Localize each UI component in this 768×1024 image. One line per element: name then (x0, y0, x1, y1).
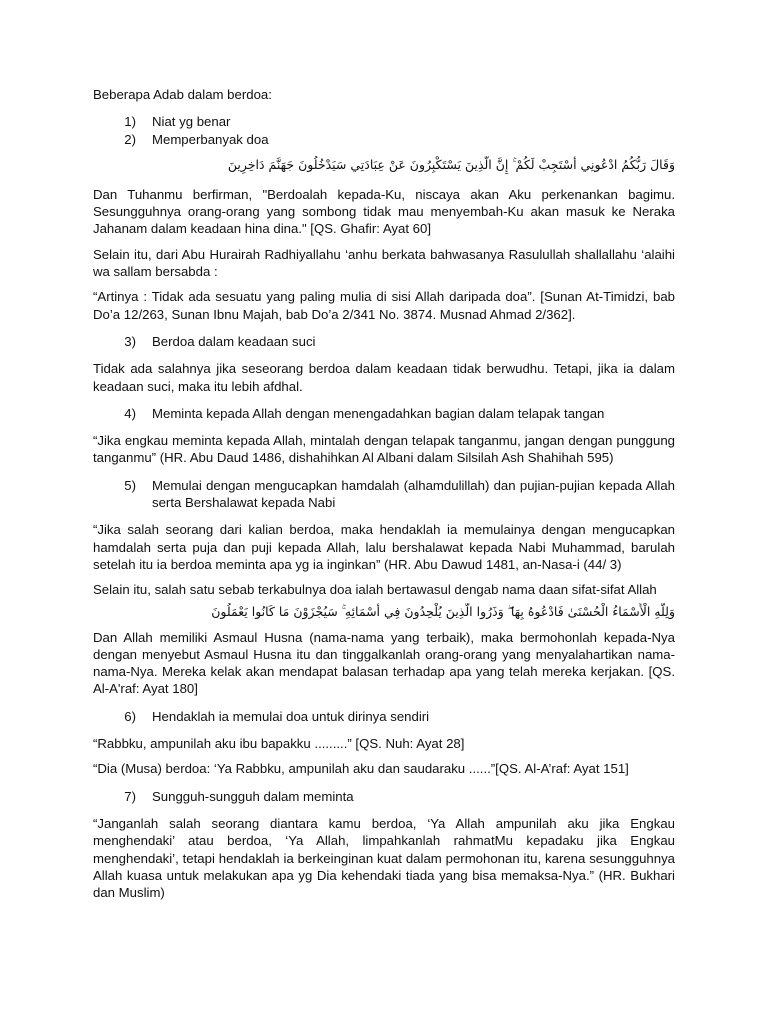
document-page (93, 86, 675, 901)
paragraph: Tidak ada salahnya jika seseorang berdoa dalam keadaan tidak berwudhu. Tetapi, jika ia dalam keadaan suci, maka itu lebih afdhal. (93, 361, 675, 394)
list-text: Meminta kepada Allah dengan menengadahkan bagian dalam telapak tangan (152, 405, 605, 421)
arabic-verse: وَقَالَ رَبُّكُمُ ادْعُونِي أَسْتَجِبْ لَكُمْ ۚ إِنَّ الَّذِينَ يَسْتَكْبِرُونَ عَنْ عِبَادَتِي سَيَدْخُلُونَ جَهَنَّمَ دَاخِرِينَ (227, 156, 675, 172)
list-number: 4) (124, 405, 136, 421)
list-number: 1) (124, 114, 136, 130)
list-text: Sungguh-sungguh dalam meminta (152, 788, 354, 804)
paragraph: Selain itu, salah satu sebab terkabulnya doa ialah bertawasul dengab nama daan sifat-sifat Allah (93, 582, 657, 598)
list-item (93, 405, 675, 422)
list-item (93, 788, 675, 805)
paragraph: “Dia (Musa) berdoa: ‘Ya Rabbku, ampunilah aku dan saudaraku ......”[QS. Al-A’raf: Ayat 151] (93, 761, 629, 777)
list-item (93, 113, 675, 130)
list-item (93, 131, 675, 148)
paragraph: Selain itu, dari Abu Hurairah Radhiyallahu ‘anhu berkata bahwasanya Rasulullah shallallahu ‘alaihi wa sallam bersabda : (93, 246, 675, 280)
document-title: Beberapa Adab dalam berdoa: (93, 87, 272, 102)
list-text: Memperbanyak doa (152, 131, 269, 147)
paragraph: “Jika engkau meminta kepada Allah, mintalah dengan telapak tanganmu, jangan dengan punggung tanganmu” (HR. Abu Daud 1486, dishahihkan Al Albani dalam Silsilah Ash Shahihah 595) (93, 433, 675, 466)
list-text: Hendaklah ia memulai doa untuk dirinya sendiri (152, 708, 430, 724)
paragraph: “Rabbku, ampunilah aku ibu bapakku .........” [QS. Nuh: Ayat 28] (93, 736, 465, 752)
paragraph: Dan Allah memiliki Asmaul Husna (nama-nama yang terbaik), maka bermohonlah kepada-Nya dengan menyebut Asmaul Husna itu dan tinggalkanlah orang-orang yang menyalahartikan nama-nama-Nya. Mereka kelak akan mendapat balasan terhadap apa yang telah mereka kerjakan. [QS. Al-A'raf: Ayat 180] (93, 629, 675, 697)
arabic-verse: وَلِلَّهِ الْأَسْمَاءُ الْحُسْنَىٰ فَادْعُوهُ بِهَا ۖ وَذَرُوا الَّذِينَ يُلْحِدُونَ فِي أَسْمَائِهِ ۚ سَيُجْزَوْنَ مَا كَانُوا يَعْمَلُونَ (211, 603, 675, 619)
list-text: Niat yg benar (152, 114, 231, 130)
list-item (93, 708, 675, 725)
list-number: 3) (124, 333, 136, 349)
list-item (93, 477, 675, 512)
list-text: Memulai dengan mengucapkan hamdalah (alhamdulillah) dan pujian-pujian kepada Allah serta Bershalawat kepada Nabi (152, 477, 675, 511)
paragraph: “Jika salah seorang dari kalian berdoa, maka hendaklah ia memulainya dengan mengucapkan hamdalah serta puja dan puji kepada Allah, lalu bershalawat kepada Nabi Muhammad, barulah setelah itu ia berdoa meminta apa yg ia inginkan” (HR. Abu Dawud 1481, an-Nasa-i (44/ 3) (93, 522, 675, 572)
list-number: 7) (124, 788, 136, 804)
list-number: 5) (124, 477, 136, 493)
list-text: Berdoa dalam keadaan suci (152, 333, 316, 349)
paragraph: “Artinya : Tidak ada sesuatu yang paling mulia di sisi Allah daripada doa”. [Sunan At-Timidzi, bab Do’a 12/263, Sunan Ibnu Majah, bab Do’a 2/341 No. 3874. Musnad Ahmad 2/362]. (93, 289, 675, 322)
paragraph: “Janganlah salah seorang diantara kamu berdoa, ‘Ya Allah ampunilah aku jika Engkau menghendaki’ atau berdoa, ‘Ya Allah, limpahkanlah rahmatMu kepadaku jika Engkau menghendaki’, tetapi hendaklah ia berkeinginan kuat dalam permohonan itu, karena sesungguhnya Allah kuasa untuk melakukan apa yg Dia kehendaki tiada yang bisa memaksa-Nya.” (HR. Bukhari dan Muslim) (93, 815, 675, 901)
paragraph: Dan Tuhanmu berfirman, "Berdoalah kepada-Ku, niscaya akan Aku perkenankan bagimu. Sesungguhnya orang-orang yang sombong tidak mau menyembah-Ku akan masuk ke Neraka Jahanam dalam keadaan hina dina." [QS. Ghafir: Ayat 60] (93, 186, 675, 237)
list-number: 2) (124, 131, 136, 147)
list-item (93, 333, 675, 350)
list-number: 6) (124, 708, 136, 724)
